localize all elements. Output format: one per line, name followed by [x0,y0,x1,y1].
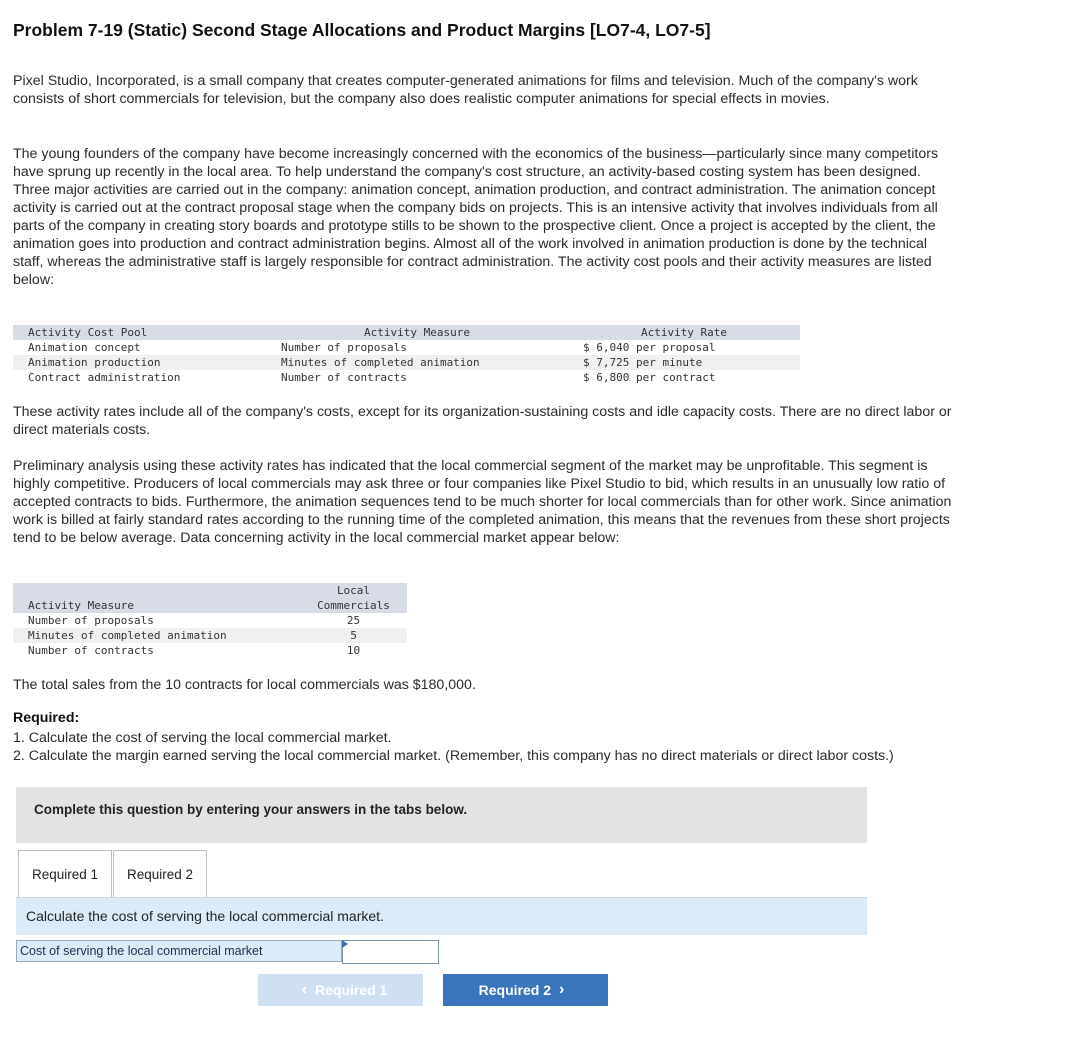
local-commercials-table [13,583,407,658]
table-cell: Minutes of completed animation [13,628,300,643]
tab-prompt-text: Calculate the cost of serving the local commercial market. [26,908,384,924]
tab-required-2[interactable]: Required 2 [113,850,207,897]
table-cell: Minutes of completed animation [266,355,568,370]
answer-label-cell [16,940,342,962]
instructions-text: Complete this question by entering your answers in the tabs below. [34,802,468,817]
table-row [13,643,407,658]
table-cell: $ 6,040 per proposal [583,341,716,354]
header-cell: Activity Cost Pool [13,325,266,340]
background-paragraph: The young founders of the company have become increasingly concerned with the economics of the business—particularly since many competitors have sprung up recently in the local area. To help understand the company's cost structure, an activity-based costing system has been designed. Three major activities are carried out in the company: animation concept, animation production, and contract administration. The animation concept activity is carried out at the contract proposal stage when the company bids on projects. This is an intensive activity that involves individuals from all parts of the company in creating story boards and prototype stills to be shown to the prospective client. Once a project is accepted by the client, the animation goes into production and contract administration begins. Almost all of the work involved in animation production is done by the technical staff, whereas the administrative staff is largely responsible for contract administration. The activity cost pools and their activity measures are listed below: [13,146,939,288]
tab-prompt-bar [16,897,867,935]
instructions-banner [16,787,867,843]
table-cell: Number of contracts [281,371,407,384]
table-cell: $ 7,725 per minute [568,355,800,370]
sales-paragraph: The total sales from the 10 contracts for local commercials was $180,000. [13,677,476,693]
table-cell: Number of proposals [281,341,407,354]
table-cell: Contract administration [28,371,181,384]
table-cell: Animation concept [28,341,141,354]
required-item-2: 2. Calculate the margin earned serving the local commercial market. (Remember, this company has no direct materials or direct labor costs.) [13,748,894,764]
analysis-paragraph: Preliminary analysis using these activity rates has indicated that the local commercial segment of the market may be unprofitable. This segment is highly competitive. Producers of local commercials may ask three or four companies like Pixel Studio to bid, which results in an unusually low ratio of accepted contracts to bids. Furthermore, the animation sequences tend to be much shorter for local commercials than for other work. Since animation work is billed at fairly standard rates according to the running time of the completed animation, this means that the revenues from these short projects tend to be below average. Data concerning activity in the local commercial market appear below: [13,458,952,546]
table-row [13,370,800,385]
table-header-row [13,583,407,613]
prev-required-button[interactable] [258,974,423,1006]
cost-note-paragraph: These activity rates include all of the company's costs, except for its organization-sustaining costs and idle capacity costs. There are no direct labor or direct materials costs. [13,404,952,438]
prev-button-label: Required 1 [314,982,388,998]
header-cell: Activity Measure [13,583,300,613]
table-row [13,340,800,355]
chevron-left-icon: ‹ [301,981,307,998]
activity-rates-table [13,325,800,385]
header-line: Local [336,584,371,597]
header-cell: Activity Rate [568,325,800,340]
tab-required-1[interactable]: Required 1 [18,850,112,897]
table-cell: Number of contracts [28,644,154,657]
table-cell: 5 [300,628,407,643]
table-row [13,355,800,370]
required-item-1: 1. Calculate the cost of serving the local commercial market. [13,730,392,746]
intro-paragraph: Pixel Studio, Incorporated, is a small company that creates computer-generated animations for films and television. Much of the company's work consists of short commercials for television, but the company also does realistic computer animations for special effects in movies. [13,73,918,107]
header-cell [300,583,407,613]
page-title: Problem 7-19 (Static) Second Stage Allocations and Product Margins [LO7-4, LO7-5] [13,20,711,40]
table-cell: 10 [346,644,361,657]
table-cell: Number of proposals [28,614,154,627]
next-button-label: Required 2 [478,982,552,998]
header-line: Commercials [317,599,390,612]
answer-label: Cost of serving the local commercial market [20,944,263,958]
table-cell: $ 6,800 per contract [583,371,716,384]
table-header-row [13,325,800,340]
chevron-right-icon: › [559,981,565,998]
required-heading: Required: [13,710,80,726]
input-marker-icon [342,940,348,948]
cost-answer-input[interactable] [342,940,439,964]
table-cell: Animation production [13,355,266,370]
table-row [13,628,407,643]
header-cell: Activity Measure [266,325,568,340]
table-cell: 25 [346,614,361,627]
next-required-button[interactable] [443,974,608,1006]
table-row [13,613,407,628]
